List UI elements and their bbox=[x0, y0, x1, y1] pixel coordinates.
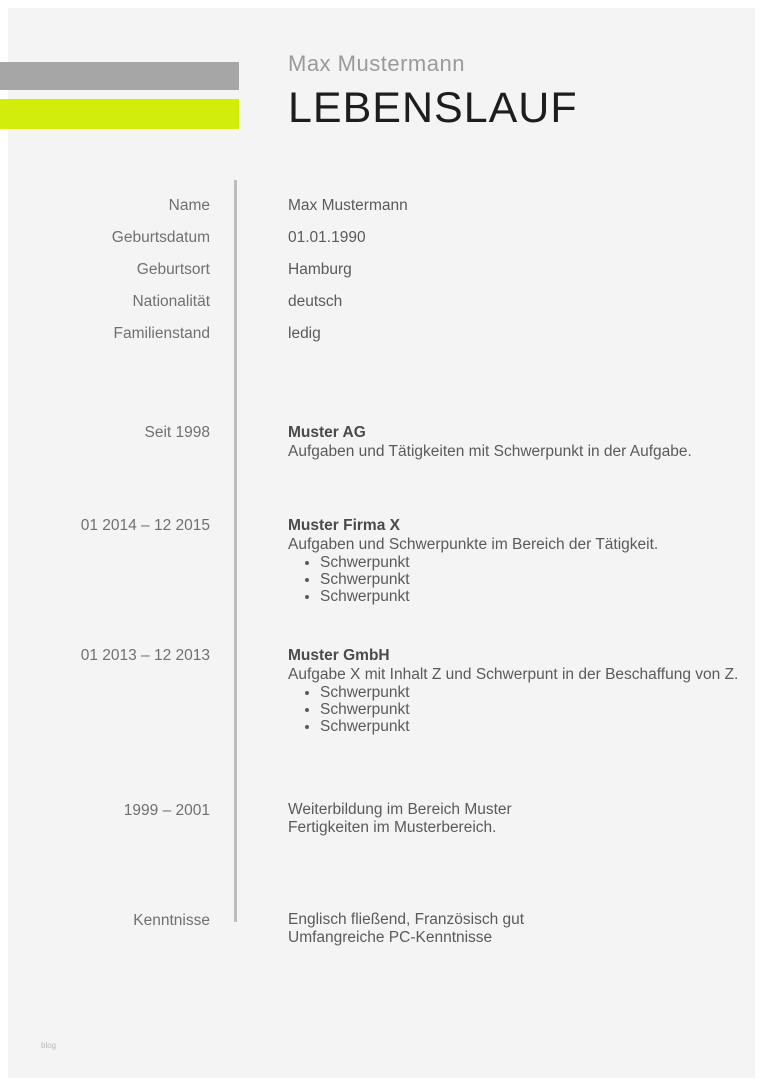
header-applicant-name: Max Mustermann bbox=[288, 51, 465, 76]
experience-bullet-list bbox=[288, 554, 765, 605]
personal-value: deutsch bbox=[288, 293, 343, 310]
education-period: 1999 – 2001 bbox=[123, 802, 210, 819]
personal-label: Familienstand bbox=[113, 325, 210, 342]
personal-row bbox=[0, 196, 765, 215]
header-accent-bar bbox=[0, 99, 239, 129]
header-grey-bar bbox=[0, 62, 239, 90]
experience-period: 01 2014 – 12 2015 bbox=[80, 517, 210, 534]
personal-value: 01.01.1990 bbox=[288, 229, 366, 246]
personal-row bbox=[0, 260, 765, 279]
list-item: • Schwerpunkt bbox=[320, 554, 765, 571]
personal-row bbox=[0, 324, 765, 343]
skills-line-2: Umfangreiche PC-Kenntnisse bbox=[288, 929, 493, 946]
list-item: • Schwerpunkt bbox=[320, 571, 765, 588]
personal-label: Geburtsort bbox=[136, 261, 210, 278]
section-personal-data bbox=[0, 196, 765, 343]
page-edge-top bbox=[0, 0, 765, 8]
skills-label: Kenntnisse bbox=[133, 912, 210, 929]
personal-label: Name bbox=[168, 197, 210, 214]
experience-body bbox=[288, 423, 765, 461]
experience-company: Muster AG bbox=[288, 424, 366, 441]
experience-bullet-list bbox=[288, 684, 765, 735]
experience-description: Aufgaben und Schwerpunkte im Bereich der Tätigkeit. bbox=[288, 536, 659, 553]
personal-label: Nationalität bbox=[132, 293, 210, 310]
experience-body bbox=[288, 516, 765, 605]
resume-content bbox=[0, 196, 765, 947]
education-entry bbox=[0, 801, 765, 837]
experience-description: Aufgabe X mit Inhalt Z und Schwerpunt in der Beschaffung von Z. bbox=[288, 666, 739, 683]
education-body bbox=[288, 801, 765, 837]
experience-body bbox=[288, 646, 765, 735]
experience-period: 01 2013 – 12 2013 bbox=[80, 647, 210, 664]
experience-entry bbox=[0, 646, 765, 735]
list-item: • Schwerpunkt bbox=[320, 684, 765, 701]
list-item: • Schwerpunkt bbox=[320, 701, 765, 718]
personal-value: Max Mustermann bbox=[288, 197, 408, 214]
footer-watermark: blog bbox=[41, 1041, 57, 1050]
personal-row bbox=[0, 228, 765, 247]
education-line-2: Fertigkeiten im Musterbereich. bbox=[288, 819, 497, 836]
education-line-1: Weiterbildung im Bereich Muster bbox=[288, 801, 512, 818]
skills-body bbox=[288, 911, 765, 947]
experience-entry bbox=[0, 516, 765, 605]
list-item: • Schwerpunkt bbox=[320, 588, 765, 605]
experience-entry bbox=[0, 423, 765, 461]
skills-entry bbox=[0, 911, 765, 947]
experience-period: Seit 1998 bbox=[144, 424, 210, 441]
skills-line-1: Englisch fließend, Französisch gut bbox=[288, 911, 525, 928]
personal-value: Hamburg bbox=[288, 261, 352, 278]
personal-label: Geburtsdatum bbox=[111, 229, 210, 246]
personal-value: ledig bbox=[288, 325, 321, 342]
personal-row bbox=[0, 292, 765, 311]
header-block bbox=[288, 50, 578, 134]
page-title: LEBENSLAUF bbox=[288, 84, 578, 132]
experience-description: Aufgaben und Tätigkeiten mit Schwerpunkt in der Aufgabe. bbox=[288, 443, 692, 460]
experience-company: Muster GmbH bbox=[288, 647, 390, 664]
experience-company: Muster Firma X bbox=[288, 517, 400, 534]
page-edge-bottom bbox=[0, 1078, 765, 1088]
list-item: • Schwerpunkt bbox=[320, 718, 765, 735]
